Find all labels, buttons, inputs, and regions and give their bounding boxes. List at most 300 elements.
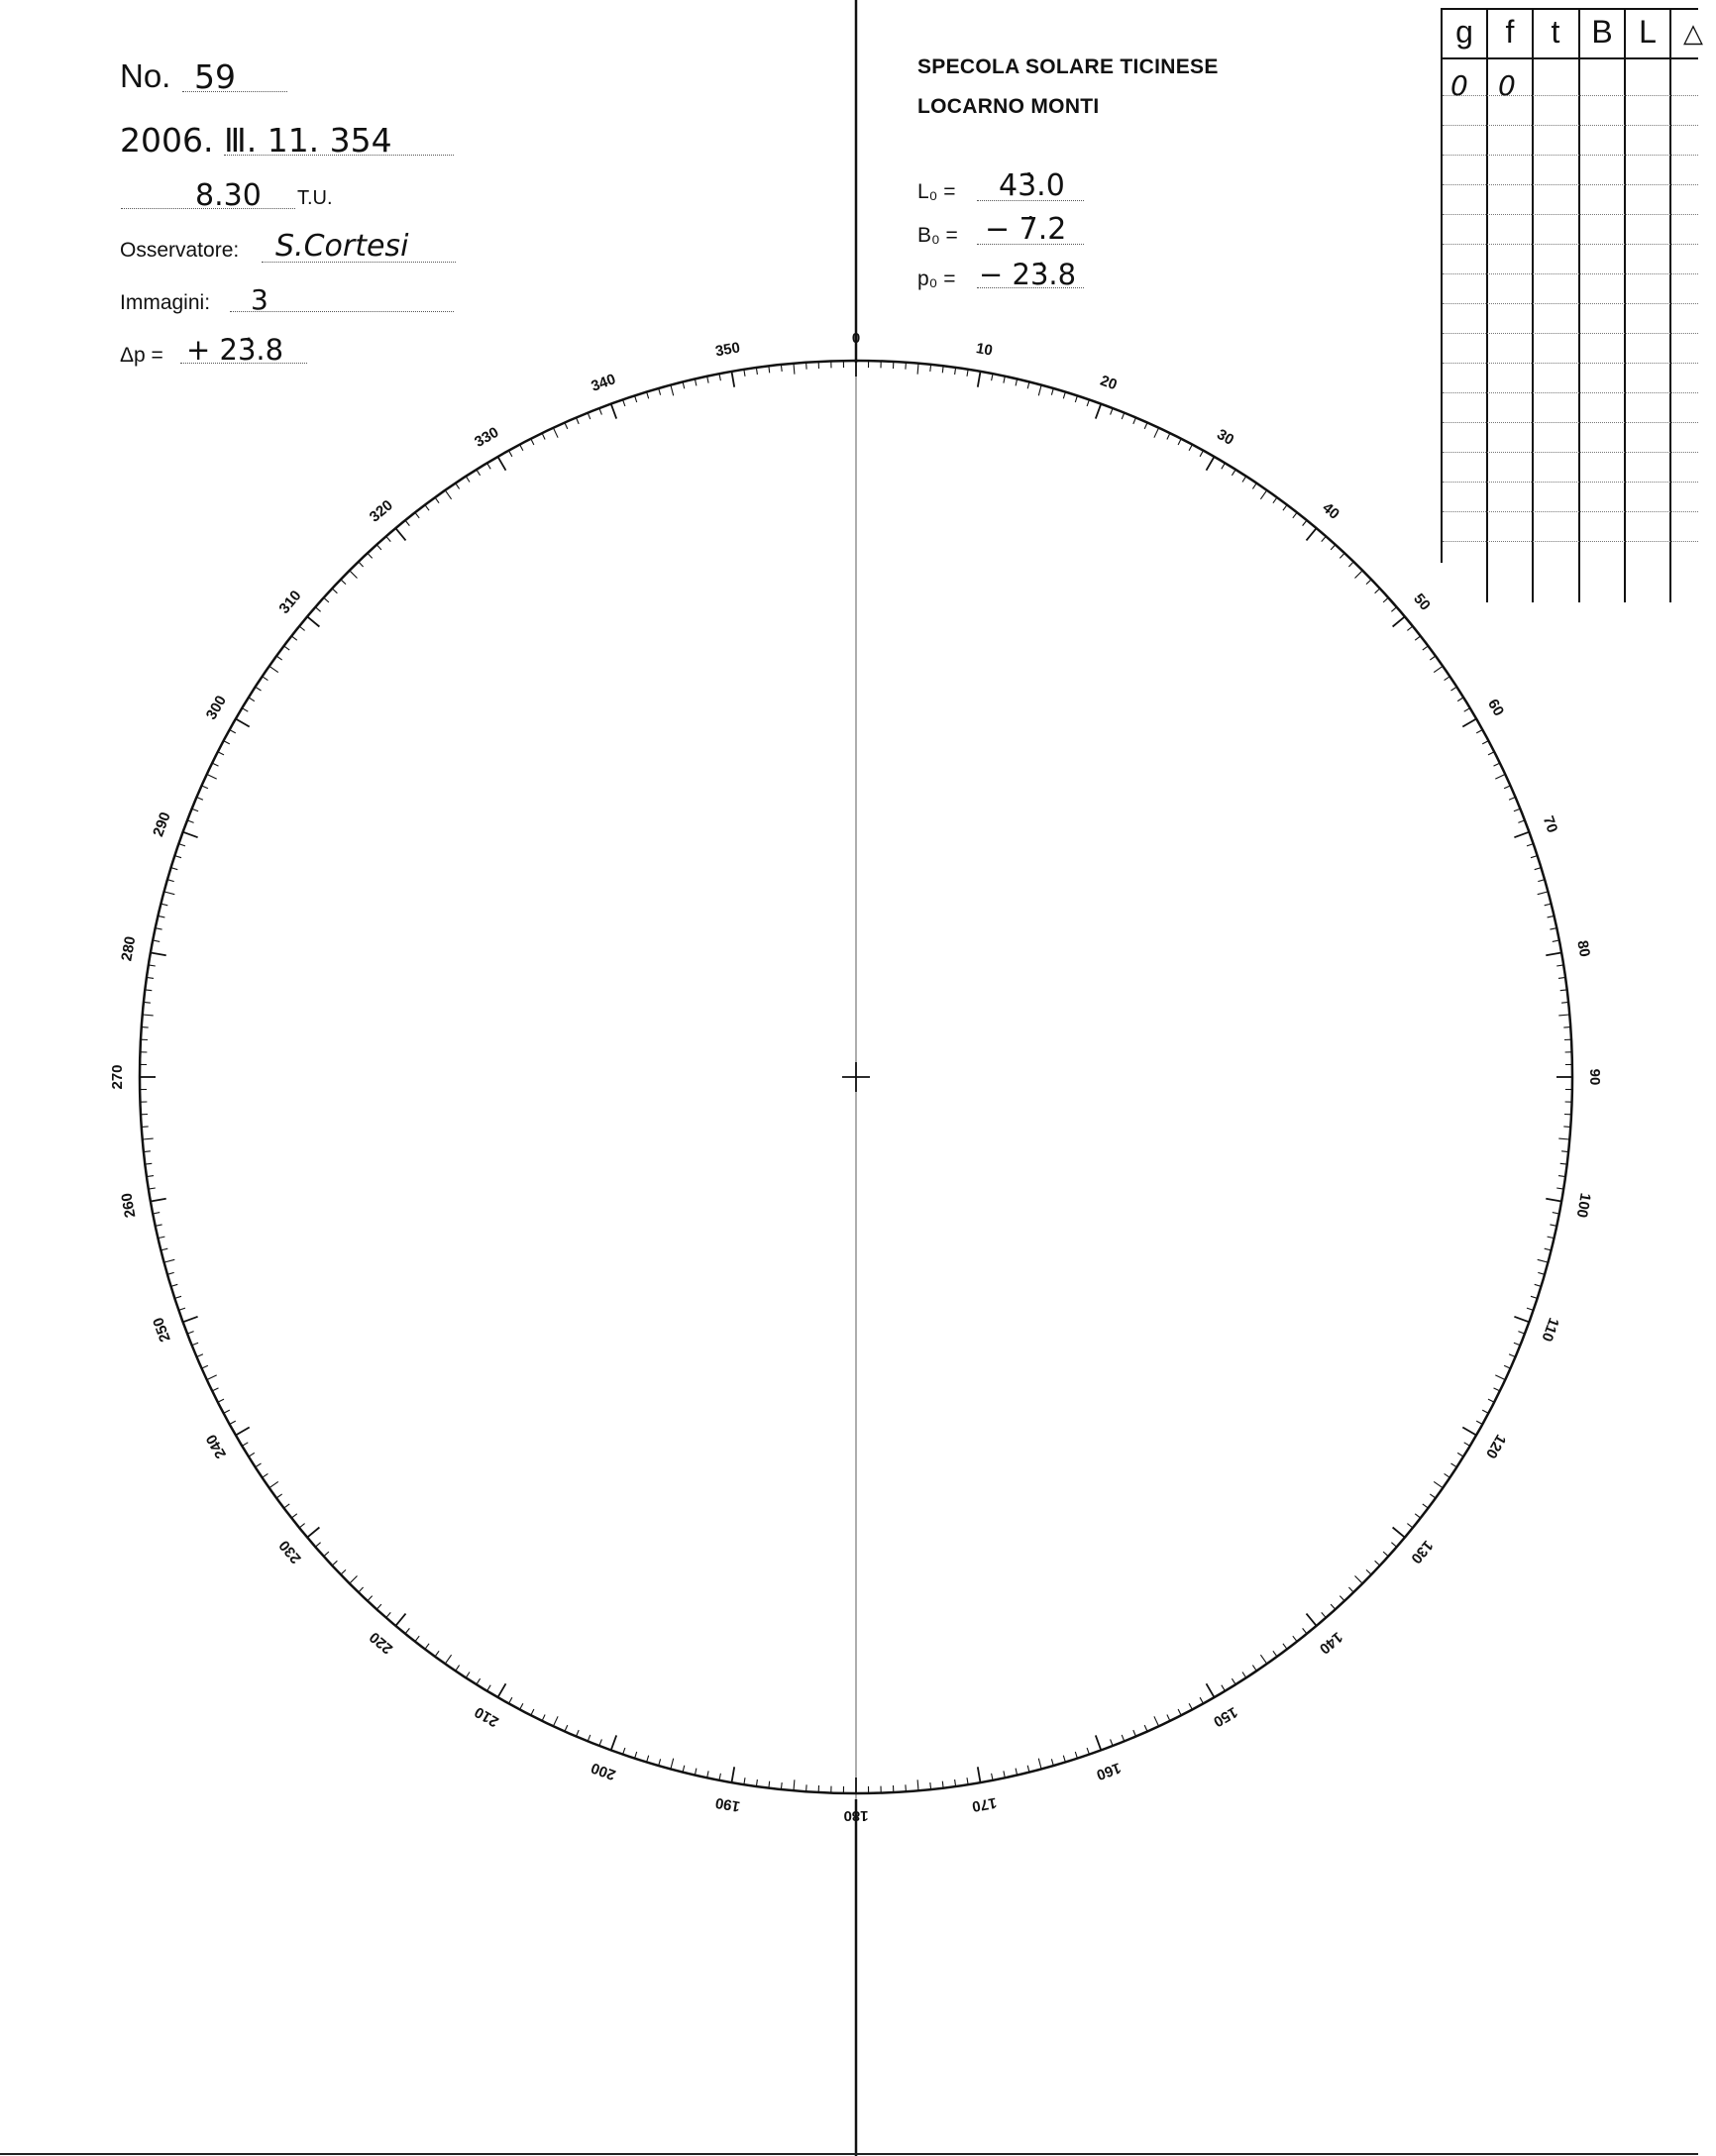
- degree-tick: [183, 1317, 198, 1323]
- degree-tick: [395, 528, 405, 540]
- degree-label: 180: [843, 1807, 869, 1824]
- degree-tick: [623, 1748, 625, 1755]
- degree-tick: [509, 1697, 512, 1703]
- degree-tick: [1096, 404, 1102, 419]
- degree-tick: [1303, 520, 1307, 526]
- degree-tick: [174, 1296, 181, 1298]
- degree-tick: [359, 1587, 364, 1592]
- degree-tick: [1462, 719, 1476, 727]
- degree-tick: [1393, 1528, 1405, 1538]
- degree-tick: [1457, 1453, 1463, 1456]
- degree-tick: [1391, 607, 1396, 612]
- degree-label: 30: [1214, 425, 1237, 449]
- degree-label: 340: [589, 371, 618, 395]
- degree-tick: [1509, 798, 1515, 801]
- degree-tick: [207, 1375, 217, 1380]
- degree-tick: [1457, 698, 1463, 701]
- degree-tick: [577, 418, 580, 424]
- degree-tick: [1144, 423, 1147, 429]
- degree-tick: [1178, 1709, 1181, 1715]
- degree-tick: [1518, 820, 1525, 823]
- time-value: 8.30: [195, 178, 262, 213]
- degree-tick: [159, 916, 165, 917]
- degree-tick: [236, 719, 250, 727]
- degree-tick: [1514, 808, 1521, 811]
- degree-tick: [1434, 666, 1443, 672]
- degree-tick: [171, 1284, 178, 1286]
- degree-tick: [588, 1735, 590, 1742]
- degree-tick: [405, 520, 409, 526]
- degree-tick: [1451, 1463, 1457, 1467]
- degree-tick: [1509, 1354, 1515, 1357]
- degree-tick: [565, 1725, 568, 1731]
- degree-tick: [695, 379, 697, 386]
- degree-label: 190: [713, 1793, 742, 1815]
- degree-tick: [263, 677, 268, 681]
- degree-tick: [174, 856, 181, 858]
- degree-tick: [256, 1463, 262, 1467]
- degree-tick: [1462, 1428, 1476, 1436]
- degree-tick: [1222, 1685, 1226, 1691]
- degree-tick: [1546, 953, 1561, 956]
- degree-label: 290: [150, 809, 174, 839]
- degree-tick: [732, 372, 735, 387]
- degree-tick: [635, 1752, 637, 1759]
- degree-tick: [1407, 1524, 1413, 1528]
- degree-label: 230: [275, 1537, 305, 1567]
- degree-tick: [1307, 528, 1317, 540]
- degree-tick: [520, 1703, 523, 1709]
- degree-tick: [1242, 1672, 1246, 1678]
- degree-tick: [1538, 892, 1549, 895]
- degree-tick: [1133, 418, 1136, 424]
- degree-tick: [1548, 1237, 1555, 1239]
- degree-label: 170: [970, 1793, 999, 1815]
- degree-tick: [284, 1504, 290, 1508]
- degree-tick: [276, 656, 282, 660]
- degree-tick: [1563, 1027, 1570, 1028]
- degree-label: 200: [589, 1759, 618, 1783]
- degree-tick: [1482, 741, 1488, 744]
- degree-tick: [611, 404, 617, 419]
- degree-tick: [1495, 774, 1505, 779]
- degree-label: 100: [1572, 1191, 1594, 1220]
- table-header-g: g: [1455, 14, 1473, 50]
- degree-tick: [187, 1332, 194, 1335]
- degree-tick: [276, 1494, 282, 1498]
- degree-tick: [1538, 1259, 1549, 1262]
- degree-tick: [477, 1678, 481, 1684]
- degree-tick: [164, 1259, 175, 1262]
- degree-tick: [1063, 392, 1065, 399]
- degree-tick: [1200, 451, 1203, 457]
- param-p0-value: − 23̇.8: [979, 258, 1077, 291]
- degree-tick: [202, 1365, 208, 1368]
- degree-tick: [1558, 1015, 1569, 1016]
- degree-tick: [368, 553, 373, 558]
- degree-tick: [553, 428, 558, 438]
- observer-label: Osservatore:: [120, 239, 240, 262]
- degree-label: 140: [1316, 1628, 1346, 1658]
- degree-tick: [341, 1569, 346, 1574]
- degree-tick: [435, 497, 439, 503]
- degree-tick: [256, 687, 262, 691]
- degree-tick: [1546, 1199, 1561, 1202]
- degree-tick: [324, 1552, 329, 1557]
- degree-tick: [1366, 580, 1371, 585]
- degree-label: 260: [118, 1191, 140, 1220]
- degree-tick: [212, 1388, 218, 1391]
- degree-tick: [1154, 1716, 1159, 1726]
- degree-tick: [806, 1784, 807, 1791]
- degree-tick: [1391, 1543, 1396, 1548]
- degree-label: 150: [1210, 1702, 1240, 1731]
- degree-tick: [647, 1756, 649, 1763]
- degree-tick: [671, 1759, 674, 1770]
- degree-tick: [187, 820, 194, 823]
- degree-tick: [577, 1730, 580, 1736]
- degree-tick: [1553, 1213, 1559, 1214]
- degree-label: 120: [1481, 1431, 1510, 1461]
- degree-label: 50: [1410, 590, 1434, 614]
- degree-tick: [230, 730, 236, 733]
- degree-tick: [456, 484, 460, 489]
- degree-tick: [542, 433, 545, 439]
- degree-tick: [794, 364, 795, 375]
- degree-tick: [307, 1528, 319, 1538]
- degree-tick: [635, 395, 637, 402]
- degree-tick: [1207, 457, 1215, 471]
- degree-tick: [1366, 1569, 1371, 1574]
- degree-tick: [324, 597, 329, 602]
- degree-tick: [425, 1644, 429, 1650]
- degree-tick: [153, 1213, 160, 1214]
- degree-tick: [415, 1636, 419, 1642]
- degree-tick: [269, 666, 278, 672]
- degree-tick: [1488, 1399, 1494, 1402]
- degree-tick: [405, 1628, 409, 1634]
- degree-tick: [1232, 470, 1235, 476]
- degree-label: 300: [202, 693, 231, 723]
- degree-tick: [487, 463, 491, 469]
- images-value: 3: [251, 283, 268, 316]
- degree-tick: [498, 457, 506, 471]
- degree-tick: [1087, 1748, 1089, 1755]
- degree-tick: [212, 763, 218, 766]
- table-header-b: B: [1591, 14, 1613, 50]
- degree-label: 220: [366, 1628, 396, 1658]
- degree-tick: [599, 1739, 602, 1746]
- degree-tick: [269, 1481, 278, 1487]
- degree-tick: [332, 589, 337, 593]
- degree-tick: [1494, 763, 1500, 766]
- degree-tick: [695, 1769, 697, 1776]
- degree-tick: [178, 1308, 185, 1310]
- degree-tick: [142, 1027, 149, 1028]
- degree-tick: [1200, 1697, 1203, 1703]
- degree-tick: [1207, 1683, 1215, 1697]
- degree-tick: [1464, 708, 1470, 712]
- degree-label: 210: [472, 1702, 502, 1731]
- degree-tick: [1111, 408, 1114, 415]
- degree-tick: [284, 646, 290, 650]
- degree-tick: [291, 636, 297, 640]
- degree-tick: [906, 363, 907, 370]
- degree-tick: [445, 490, 451, 499]
- degree-tick: [1273, 497, 1277, 503]
- degree-tick: [1527, 1308, 1534, 1310]
- degree-tick: [445, 1655, 451, 1664]
- degree-tick: [178, 844, 185, 846]
- degree-tick: [159, 1237, 165, 1239]
- degree-tick: [425, 505, 429, 511]
- degree-tick: [1111, 1739, 1114, 1746]
- degree-tick: [1096, 1735, 1102, 1750]
- degree-tick: [242, 708, 248, 712]
- degree-tick: [732, 1767, 735, 1782]
- number-label: No.: [120, 57, 171, 94]
- degree-label: 240: [202, 1431, 231, 1461]
- degree-tick: [1133, 1730, 1136, 1736]
- degree-tick: [249, 698, 255, 701]
- degree-tick: [197, 1354, 203, 1357]
- degree-tick: [218, 1399, 224, 1402]
- degree-tick: [1322, 1612, 1327, 1617]
- degree-tick: [565, 423, 568, 429]
- degree-tick: [553, 1716, 558, 1726]
- degree-tick: [1260, 490, 1266, 499]
- degree-label: 0: [851, 330, 861, 347]
- degree-tick: [143, 1015, 154, 1016]
- degree-tick: [466, 477, 470, 483]
- degree-tick: [1451, 687, 1457, 691]
- degree-tick: [332, 1561, 337, 1565]
- degree-tick: [376, 1604, 381, 1609]
- degree-tick: [1482, 1410, 1488, 1413]
- degree-tick: [1232, 1678, 1235, 1684]
- degree-tick: [1252, 1666, 1256, 1671]
- param-l0-label: L₀ =: [917, 180, 956, 203]
- degree-tick: [1553, 940, 1559, 941]
- degree-tick: [1563, 1127, 1570, 1128]
- degree-tick: [719, 1774, 720, 1780]
- degree-tick: [1548, 916, 1555, 917]
- degree-tick: [1476, 1421, 1482, 1424]
- degree-tick: [207, 774, 217, 779]
- degree-label: 110: [1538, 1315, 1562, 1345]
- degree-tick: [1531, 856, 1538, 858]
- degree-tick: [509, 451, 512, 457]
- degree-tick: [1415, 1514, 1421, 1518]
- degree-tick: [1016, 379, 1018, 386]
- degree-tick: [142, 1127, 149, 1128]
- degree-tick: [1303, 1628, 1307, 1634]
- degree-tick: [917, 364, 918, 375]
- degree-tick: [794, 1779, 795, 1790]
- degree-tick: [242, 1443, 248, 1447]
- degree-tick: [1122, 1735, 1125, 1742]
- degree-tick: [1331, 545, 1336, 550]
- degree-tick: [1038, 385, 1041, 396]
- degree-label: 270: [109, 1064, 126, 1090]
- degree-tick: [1331, 1604, 1336, 1609]
- degree-label: 250: [150, 1315, 174, 1345]
- degree-tick: [806, 363, 807, 370]
- degree-tick: [291, 1514, 297, 1518]
- degree-tick: [1167, 1715, 1170, 1721]
- degree-tick: [435, 1651, 439, 1657]
- degree-tick: [1178, 439, 1181, 445]
- degree-tick: [350, 571, 358, 579]
- degree-label: 40: [1319, 499, 1343, 523]
- degree-tick: [1514, 1343, 1521, 1346]
- degree-tick: [1355, 571, 1363, 579]
- degree-tick: [978, 372, 981, 387]
- degree-tick: [1087, 399, 1089, 406]
- table-header-t: t: [1551, 14, 1560, 50]
- degree-tick: [1558, 1138, 1569, 1139]
- degree-tick: [456, 1666, 460, 1671]
- table-header-f: f: [1505, 14, 1515, 50]
- degree-tick: [151, 953, 166, 956]
- param-p0-label: p₀ =: [917, 268, 956, 290]
- degree-tick: [1283, 505, 1287, 511]
- degree-tick: [1260, 1655, 1266, 1664]
- degree-tick: [1535, 1284, 1542, 1286]
- degree-tick: [1383, 597, 1388, 602]
- degree-tick: [202, 786, 208, 789]
- degree-tick: [224, 1410, 230, 1413]
- degree-tick: [588, 413, 590, 420]
- degree-tick: [477, 470, 481, 476]
- observer-value: S.Cortesi: [275, 229, 409, 264]
- degree-tick: [1494, 1388, 1500, 1391]
- degree-tick: [1075, 1752, 1077, 1759]
- degree-tick: [143, 1138, 154, 1139]
- degree-tick: [376, 545, 381, 550]
- degree-tick: [611, 1735, 617, 1750]
- degree-tick: [1407, 626, 1413, 630]
- degree-tick: [906, 1784, 907, 1791]
- degree-tick: [1383, 1552, 1388, 1557]
- degree-tick: [1495, 1375, 1505, 1380]
- degree-tick: [647, 392, 649, 399]
- degree-tick: [386, 1612, 391, 1617]
- degree-label: 280: [118, 934, 140, 963]
- images-label: Immagini:: [120, 291, 211, 314]
- degree-tick: [1293, 512, 1297, 518]
- degree-label: 320: [366, 496, 396, 526]
- degree-label: 70: [1539, 813, 1561, 835]
- degree-tick: [1322, 536, 1327, 541]
- degree-tick: [487, 1685, 491, 1691]
- degree-tick: [1144, 1725, 1147, 1731]
- degree-tick: [1293, 1636, 1297, 1642]
- degree-tick: [1393, 616, 1405, 626]
- param-b0-label: B₀ =: [917, 224, 958, 247]
- degree-tick: [1504, 1365, 1510, 1368]
- degree-tick: [1445, 677, 1450, 681]
- degree-tick: [1242, 477, 1246, 483]
- degree-label: 350: [713, 339, 742, 361]
- degree-tick: [1154, 428, 1159, 438]
- degree-tick: [1430, 656, 1436, 660]
- degree-tick: [192, 1343, 199, 1346]
- param-b0-value: − 7̇.2: [985, 212, 1067, 247]
- degree-tick: [299, 626, 305, 630]
- degree-tick: [531, 439, 534, 445]
- table-header-l: L: [1639, 14, 1657, 50]
- degree-tick: [542, 1715, 545, 1721]
- delta-p-label: Δp =: [120, 344, 163, 367]
- degree-tick: [415, 512, 419, 518]
- degree-tick: [1514, 832, 1529, 838]
- degree-tick: [395, 1614, 405, 1626]
- degree-tick: [1531, 1296, 1538, 1298]
- table-header-delta: △: [1683, 18, 1703, 48]
- degree-tick: [1527, 844, 1534, 846]
- degree-tick: [1355, 1576, 1363, 1584]
- degree-tick: [171, 868, 178, 870]
- degree-tick: [917, 1779, 918, 1790]
- degree-tick: [1167, 433, 1170, 439]
- degree-tick: [671, 385, 674, 396]
- degree-tick: [341, 580, 346, 585]
- degree-tick: [1423, 646, 1429, 650]
- degree-label: 310: [275, 587, 305, 617]
- degree-tick: [236, 1428, 250, 1436]
- degree-label: 10: [974, 340, 995, 360]
- degree-tick: [978, 1767, 981, 1782]
- degree-tick: [263, 1473, 268, 1477]
- degree-tick: [1514, 1317, 1529, 1323]
- degree-tick: [1476, 730, 1482, 733]
- degree-tick: [359, 562, 364, 567]
- degree-tick: [1075, 395, 1077, 402]
- table-cell-g-row1: 0: [1450, 69, 1468, 102]
- degree-tick: [368, 1596, 373, 1601]
- degree-tick: [599, 408, 602, 415]
- degree-tick: [1348, 562, 1353, 567]
- degree-tick: [1423, 1504, 1429, 1508]
- degree-tick: [1340, 1596, 1344, 1601]
- degree-tick: [192, 808, 199, 811]
- degree-tick: [1434, 1481, 1443, 1487]
- degree-tick: [1016, 1769, 1018, 1776]
- degree-label: 90: [1586, 1068, 1603, 1086]
- degree-tick: [1445, 1473, 1450, 1477]
- degree-tick: [1122, 413, 1125, 420]
- degree-tick: [1464, 1443, 1470, 1447]
- degree-tick: [218, 752, 224, 755]
- degree-label: 20: [1098, 372, 1120, 394]
- degree-tick: [623, 399, 625, 406]
- institute-name: SPECOLA SOLARE TICINESE: [917, 55, 1219, 78]
- degree-tick: [230, 1421, 236, 1424]
- degree-tick: [1340, 553, 1344, 558]
- degree-tick: [992, 1774, 993, 1780]
- degree-tick: [1307, 1614, 1317, 1626]
- degree-tick: [299, 1524, 305, 1528]
- degree-tick: [1535, 868, 1542, 870]
- number-value: 59: [194, 57, 236, 96]
- degree-tick: [1518, 1332, 1525, 1335]
- delta-p-value: + 23̇.8: [186, 333, 284, 367]
- degree-tick: [466, 1672, 470, 1678]
- degree-tick: [1430, 1494, 1436, 1498]
- degree-tick: [386, 536, 391, 541]
- degree-tick: [1252, 484, 1256, 489]
